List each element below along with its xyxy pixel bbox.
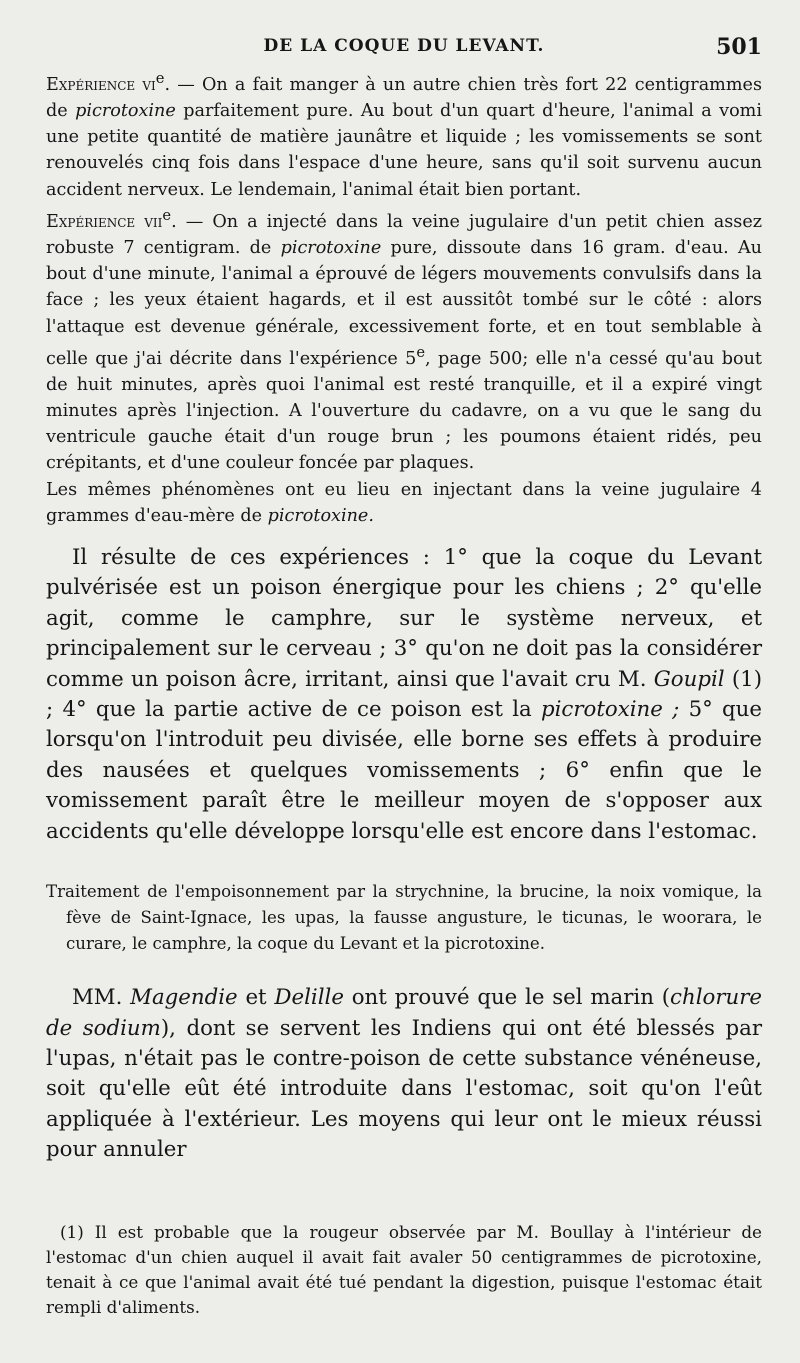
experiments-block: [46, 66, 762, 529]
treatment-block: [46, 983, 762, 1165]
section-heading: Traitement de l'empoisonnement par la strychnine, la brucine, la noix vomique, la fève de Saint-Ignace, les upas, la fausse angusture, le ticunas, le woorara, le curare, le camphre, la coque du Levant et la picrotoxine.: [46, 882, 762, 954]
footnote: [46, 1220, 762, 1320]
memes-phenomenes-paragraph: Les mêmes phénomènes ont eu lieu en injectant dans la veine jugulaire 4 grammes d'eau-mère de picrotoxine.: [46, 479, 762, 526]
experiment-7-label: Expérience vii: [46, 211, 163, 232]
section-caption: [46, 879, 762, 957]
running-title: DE LA COQUE DU LEVANT.: [263, 36, 545, 56]
experiment-7-paragraph: Expérience vii$^e$. — On a injecté dans la veine jugulaire d'un petit chien assez robuste 7 centigram. de picrotoxine pure, dissoute dans 16 gram. d'eau. Au bout d'une minute, l'animal a éprouvé de légers mouvements convulsifs dans la face ; les yeux étaient hagards, et il est aussitôt tombé sur le côté : alors l'attaque est devenue générale, excessivement forte, et en tout semblable à celle que j'ai décrite dans l'expérience 5e, page 500; elle n'a cessé qu'au bout de huit minutes, après quoi l'animal est resté tranquille, et il a expiré vingt minutes après l'injection. A l'ouverture du cadavre, on a vu que le sang du ventricule gauche était d'un rouge brun ; les poumons étaient ridés, peu crépitants, et d'une couleur foncée par plaques.: [46, 206, 763, 474]
results-block: [46, 543, 762, 847]
results-paragraph: Il résulte de ces expériences : 1° que la coque du Levant pulvérisée est un poison énergique pour les chiens ; 2° qu'elle agit, comme le camphre, sur le système nerveux, et principalement sur le cerveau ; 3° qu'on ne doit pas la considérer comme un poison âcre, irritant, ainsi que l'avait cru M. Goupil (1) ; 4° que la partie active de ce poison est la picrotoxine ; 5° que lorsqu'on l'introduit peu divisée, elle borne ses effets à produire des nausées et quelques vomissements ; 6° enfin que le vomissement paraît être le meilleur moyen de s'opposer aux accidents qu'elle développe lorsqu'elle est encore dans l'estomac.: [46, 545, 763, 844]
running-header: [46, 36, 762, 66]
experiment-6-label: Expérience vi: [46, 74, 156, 95]
experiment-6-paragraph: Expérience $vi^e$. — On a fait manger à un autre chien très fort 22 centigrammes de picrotoxine parfaitement pure. Au bout d'un quart d'heure, l'animal a vomi une petite quantité de matière jaunâtre et liquide ; les vomissements se sont renouvelés cinq fois dans l'espace d'une heure, sans qu'il soit survenu aucun accident nerveux. Le lendemain, l'animal était bien portant.: [46, 70, 762, 200]
treatment-paragraph: MM. Magendie et Delille ont prouvé que le sel marin (chlorure de sodium), dont se servent les Indiens qui ont été blessés par l'upas, n'était pas le contre-poison de cette substance vénéneuse, soit qu'elle eût été introduite dans l'estomac, soit qu'on l'eût appliquée à l'extérieur. Les moyens qui leur ont le mieux réussi pour annuler: [46, 985, 763, 1163]
footnote-text: (1) Il est probable que la rougeur observée par M. Boullay à l'intérieur de l'estomac d'un chien auquel il avait fait avaler 50 centigrammes de picrotoxine, tenait à ce que l'animal avait été tué pendant la digestion, puisque l'estomac était rempli d'aliments.: [46, 1221, 762, 1317]
page-number: 501: [716, 34, 762, 60]
